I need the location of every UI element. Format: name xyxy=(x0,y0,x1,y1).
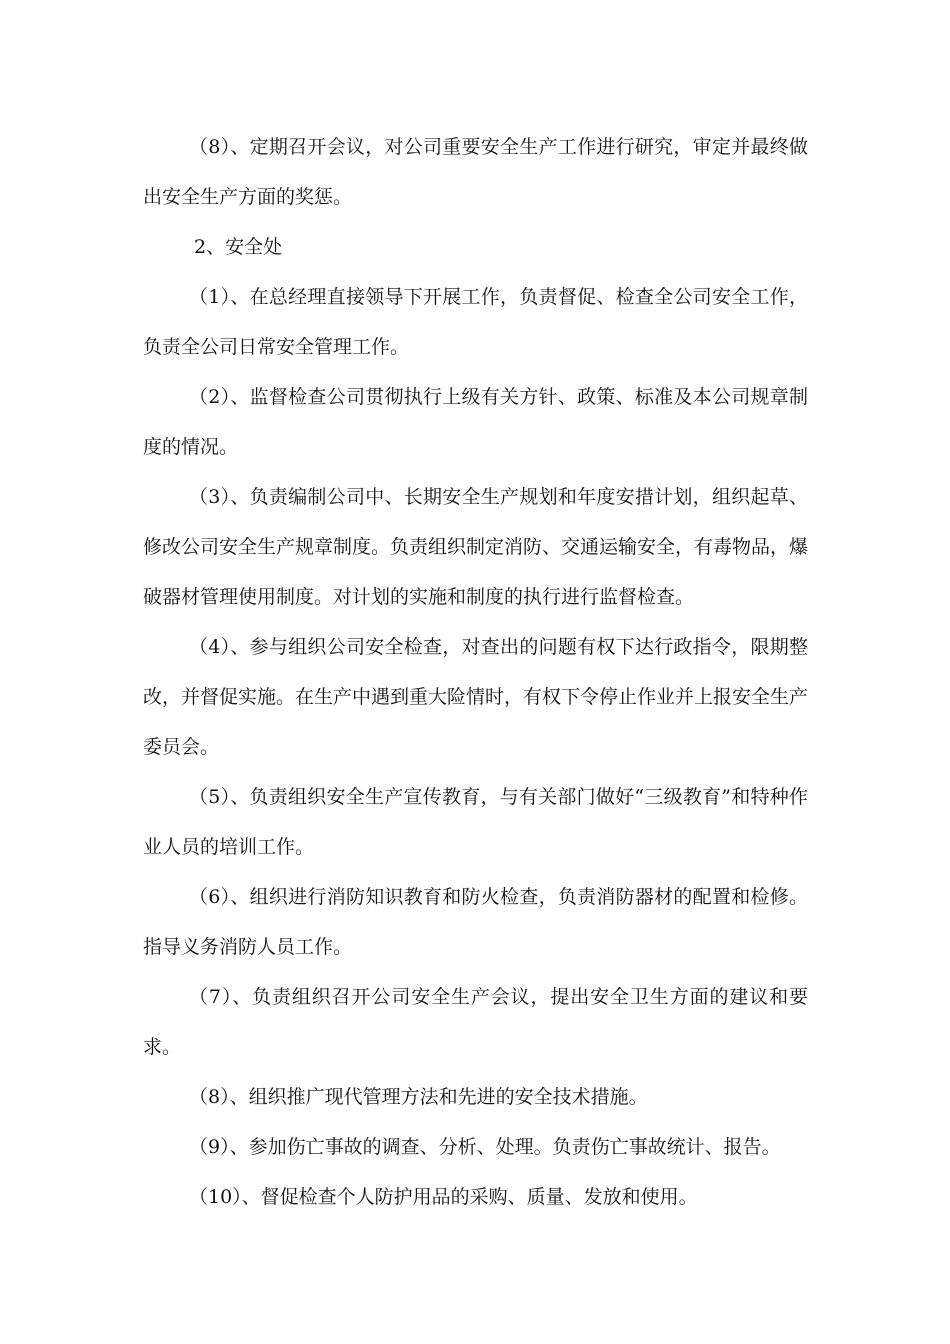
paragraph-item-6: （6）、组织进行消防知识教育和防火检查，负责消防器材的配置和检修。指导义务消防人员工作。 xyxy=(143,886,808,958)
paragraph-item-1: （1）、在总经理直接领导下开展工作，负责督促、检查全公司安全工作，负责全公司日常安全管理工作。 xyxy=(143,286,808,358)
paragraph-item-8: （8）、组织推广现代管理方法和先进的安全技术措施。 xyxy=(189,1086,648,1108)
section-heading-safety-office: 2、安全处 xyxy=(194,236,283,258)
paragraph-item-9: （9）、参加伤亡事故的调查、分析、处理。负责伤亡事故统计、报告。 xyxy=(189,1136,781,1158)
paragraph-item-5: （5）、负责组织安全生产宣传教育，与有关部门做好“三级教育”和特种作业人员的培训工作。 xyxy=(143,786,808,858)
paragraph-item-8-council: （8）、定期召开会议，对公司重要安全生产工作进行研究，审定并最终做出安全生产方面的奖惩。 xyxy=(143,136,808,208)
paragraph-item-10: （10）、督促检查个人防护用品的采购、质量、发放和使用。 xyxy=(189,1186,698,1208)
paragraph-item-2: （2）、监督检查公司贯彻执行上级有关方针、政策、标准及本公司规章制度的情况。 xyxy=(143,386,808,458)
document-body xyxy=(143,122,808,1222)
paragraph-item-7: （7）、负责组织召开公司安全生产会议，提出安全卫生方面的建议和要求。 xyxy=(143,986,808,1058)
paragraph-item-3: （3）、负责编制公司中、长期安全生产规划和年度安措计划，组织起草、修改公司安全生产规章制度。负责组织制定消防、交通运输安全，有毒物品，爆破器材管理使用制度。对计划的实施和制度的执行进行监督检查。 xyxy=(143,486,809,608)
paragraph-item-4: （4）、参与组织公司安全检查，对查出的问题有权下达行政指令，限期整改，并督促实施。在生产中遇到重大险情时，有权下令停止作业并上报安全生产委员会。 xyxy=(143,636,809,758)
